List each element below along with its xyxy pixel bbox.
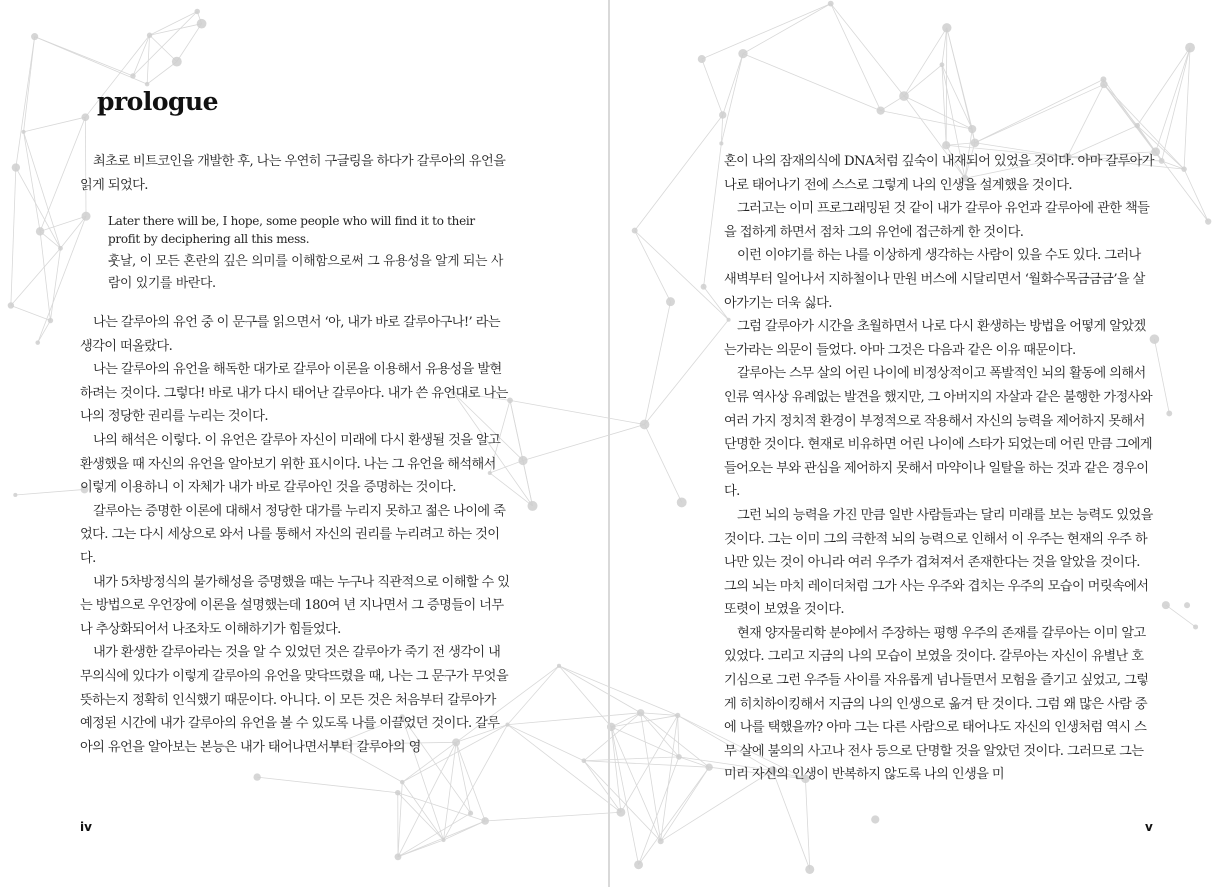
- intro-paragraph: 최초로 비트코인을 개발한 후, 나는 우연히 구글링을 하다가 갈루아의 유언을 읽게 되었다.: [80, 154, 506, 193]
- quote-block: [108, 213, 508, 295]
- body-paragraph: 이런 이야기를 하는 나를 이상하게 생각하는 사람이 있을 수도 있다. 그러나 새벽부터 일어나서 지하철이나 만원 버스에 시달리면서 ‘월화수목금금금’을 살아가기는 더욱 싫다.: [724, 248, 1145, 311]
- page-title: prologue: [97, 87, 219, 116]
- left-page: [0, 0, 608, 887]
- body-paragraph: 나의 해석은 이렇다. 이 유언은 갈루아 자신이 미래에 다시 환생될 것을 알고 환생했을 때 자신의 유언을 알아보기 위한 표시이다. 나는 그 유언을 해석해서 이렇게 이용하니 이 자체가 내가 바로 갈루아인 것을 증명하는 것이다.: [80, 432, 501, 496]
- page-number: iv: [80, 820, 92, 834]
- body-paragraph: 내가 환생한 갈루아라는 것을 알 수 있었던 것은 갈루아가 죽기 전 생각이 내 무의식에 있다가 이렇게 갈루아의 유언을 맞닥뜨렸을 때, 나는 그 문구가 무엇을 뜻하는지 정확히 인식했기 때문이다. 아니다. 이 모든 것은 처음부터 갈루아가 예정된 시간에 내가 갈루아의 유언을 볼 수 있도록 나를 이끌었던 것이다. 갈루아의 유언을 알아보는 본능은 내가 태어나면서부터 갈루아의 영: [80, 645, 508, 755]
- body-paragraph: 그럼 갈루아가 시간을 초월하면서 나로 다시 환생하는 방법을 어떻게 알았겠는가라는 의문이 들었다. 아마 그것은 다음과 같은 이유 때문이다.: [724, 319, 1146, 358]
- body-paragraph: 그런 뇌의 능력을 가진 만큼 일반 사람들과는 달리 미래를 보는 능력도 있었을 것이다. 그는 이미 그의 극한적 뇌의 능력으로 인해서 이 우주는 현재의 우주 하나만 있는 것이 아니라 여러 우주가 겹쳐져서 존재한다는 것을 알았을 것이다. 그의 뇌는 마치 레이더처럼 그가 사는 우주와 겹치는 우주의 모습이 머릿속에서 또렷이 보였을 것이다.: [724, 507, 1153, 618]
- page-number: v: [1145, 820, 1153, 834]
- right-body: [724, 150, 1154, 787]
- quote-korean: 훗날, 이 모든 혼란의 깊은 의미를 이해함으로써 그 유용성을 알게 되는 사람이 있기를 바란다.: [108, 254, 504, 291]
- intro-text: [80, 150, 510, 197]
- body-paragraph: 그러고는 이미 프로그래밍된 것 같이 내가 갈루아 유언과 갈루아에 관한 책들을 접하게 하면서 점차 그의 유언에 접근하게 한 것이다.: [724, 201, 1150, 240]
- body-paragraph: 갈루아는 증명한 이론에 대해서 정당한 대가를 누리지 못하고 젊은 나이에 죽었다. 그는 다시 세상으로 와서 나를 통해서 자신의 권리를 누리려고 하는 것이다.: [80, 503, 506, 566]
- body-paragraph: 혼이 나의 잠재의식에 DNA처럼 깊숙이 내재되어 있었을 것이다. 아마 갈루아가 나로 태어나기 전에 스스로 그렇게 나의 인생을 설계했을 것이다.: [724, 154, 1154, 193]
- left-body: [80, 311, 510, 759]
- quote-english: Later there will be, I hope, some people who will find it to their profit by deciphering all this mess.: [108, 214, 475, 246]
- body-paragraph: 현재 양자물리학 분야에서 주장하는 평행 우주의 존재를 갈루아는 이미 알고 있었다. 그리고 지금의 나의 모습이 보였을 것이다. 갈루아는 자신이 유별난 호기심으로 그런 우주들 사이를 자유롭게 넘나들면서 모험을 즐기고 싶었고, 그렇게 히치하이킹해서 지금의 나의 인생으로 옮겨 탄 것이다. 그럼 왜 많은 사람 중에 나를 택했을까? 아마 그는 다른 사람으로 태어나도 자신의 인생처럼 역시 스무 살에 불의의 사고나 전사 등으로 단명할 것을 알았던 것이다. 그러므로 그는 미리 자신의 인생이 반복하지 않도록 나의 인생을 미: [724, 625, 1149, 783]
- right-page: [610, 0, 1219, 887]
- body-paragraph: 내가 5차방정식의 불가해성을 증명했을 때는 누구나 직관적으로 이해할 수 있는 방법으로 우언장에 이론을 설명했는데 180여 년 지나면서 그 증명들이 너무나 추상화되어서 나조차도 이해하기가 힘들었다.: [80, 574, 510, 637]
- body-paragraph: 나는 갈루아의 유언 중 이 문구를 읽으면서 ‘아, 내가 바로 갈루아구나!’ 라는 생각이 떠올랐다.: [80, 315, 501, 354]
- body-paragraph: 갈루아는 스무 살의 어린 나이에 비정상적이고 폭발적인 뇌의 활동에 의해서 인류 역사상 유례없는 발견을 했지만, 그 아버지의 자살과 같은 불행한 가정사와 여러 가지 정치적 환경이 부정적으로 작용해서 자신의 능력을 제어하지 못해서 단명한 것이다. 현재로 비유하면 어린 나이에 스타가 되었는데 어린 만큼 그에게 들어오는 부와 관심을 제어하지 못해서 마약이나 일탈을 하는 것과 같은 경우이다.: [724, 366, 1152, 500]
- body-paragraph: 나는 갈루아의 유언을 해독한 대가로 갈루아 이론을 이용해서 유용성을 발현하려는 것이다. 그렇다! 바로 내가 다시 태어난 갈루아다. 내가 쓴 유언대로 나는 나의 정당한 권리를 누리는 것이다.: [80, 362, 508, 425]
